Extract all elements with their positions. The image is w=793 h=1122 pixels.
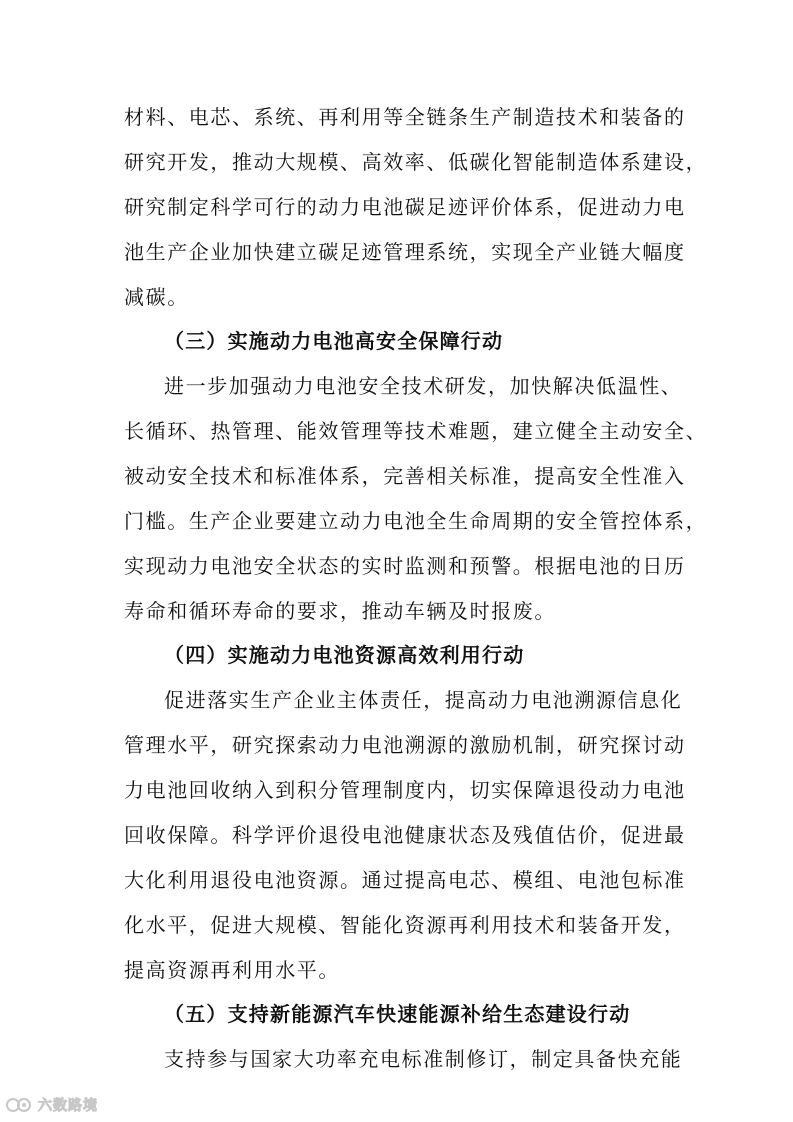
paragraph-line: 力电池回收纳入到积分管理制度内，切实保障退役动力电池 <box>124 778 686 802</box>
paragraph-line: 减碳。 <box>124 285 189 309</box>
liubu-logo-icon <box>6 1096 34 1114</box>
paragraph-line: 研究开发，推动大规模、高效率、低碳化智能制造体系建设， <box>124 150 708 174</box>
paragraph-line: 大化利用退役电池资源。通过提高电芯、模组、电池包标准 <box>124 868 686 892</box>
paragraph-line: 管理水平，研究探索动力电池溯源的激励机制，研究探讨动 <box>124 733 686 757</box>
paragraph-line: 化水平，促进大规模、智能化资源再利用技术和装备开发， <box>124 913 686 937</box>
section-heading: （三）实施动力电池高安全保障行动 <box>164 329 504 353</box>
paragraph-line: 回收保障。科学评价退役电池健康状态及残值估价，促进最 <box>124 823 686 847</box>
paragraph-line: 支持参与国家大功率充电标准制修订，制定具备快充能 <box>164 1047 683 1071</box>
paragraph-line: 被动安全技术和标准体系，完善相关标准，提高安全性准入 <box>124 464 686 488</box>
paragraph-line: 材料、电芯、系统、再利用等全链条生产制造技术和装备的 <box>124 105 686 129</box>
paragraph-line: 池生产企业加快建立碳足迹管理系统，实现全产业链大幅度 <box>124 240 686 264</box>
paragraph-line: 寿命和循环寿命的要求，推动车辆及时报废。 <box>124 599 556 623</box>
section-heading: （五）支持新能源汽车快速能源补给生态建设行动 <box>164 1002 631 1026</box>
watermark-text: 六数路境 <box>38 1098 98 1114</box>
paragraph-line: 研究制定科学可行的动力电池碳足迹评价体系，促进动力电 <box>124 195 686 219</box>
paragraph-line: 促进落实生产企业主体责任，提高动力电池溯源信息化 <box>164 688 683 712</box>
paragraph-line: 长循环、热管理、能效管理等技术难题，建立健全主动安全、 <box>124 419 708 443</box>
paragraph-line: 进一步加强动力电池安全技术研发，加快解决低温性、 <box>164 374 683 398</box>
paragraph-line: 实现动力电池安全状态的实时监测和预警。根据电池的日历 <box>124 554 686 578</box>
paragraph-line: 门槛。生产企业要建立动力电池全生命周期的安全管控体系， <box>124 509 708 533</box>
watermark <box>6 1094 98 1116</box>
paragraph-line: 提高资源再利用水平。 <box>124 958 340 982</box>
section-heading: （四）实施动力电池资源高效利用行动 <box>164 643 525 667</box>
